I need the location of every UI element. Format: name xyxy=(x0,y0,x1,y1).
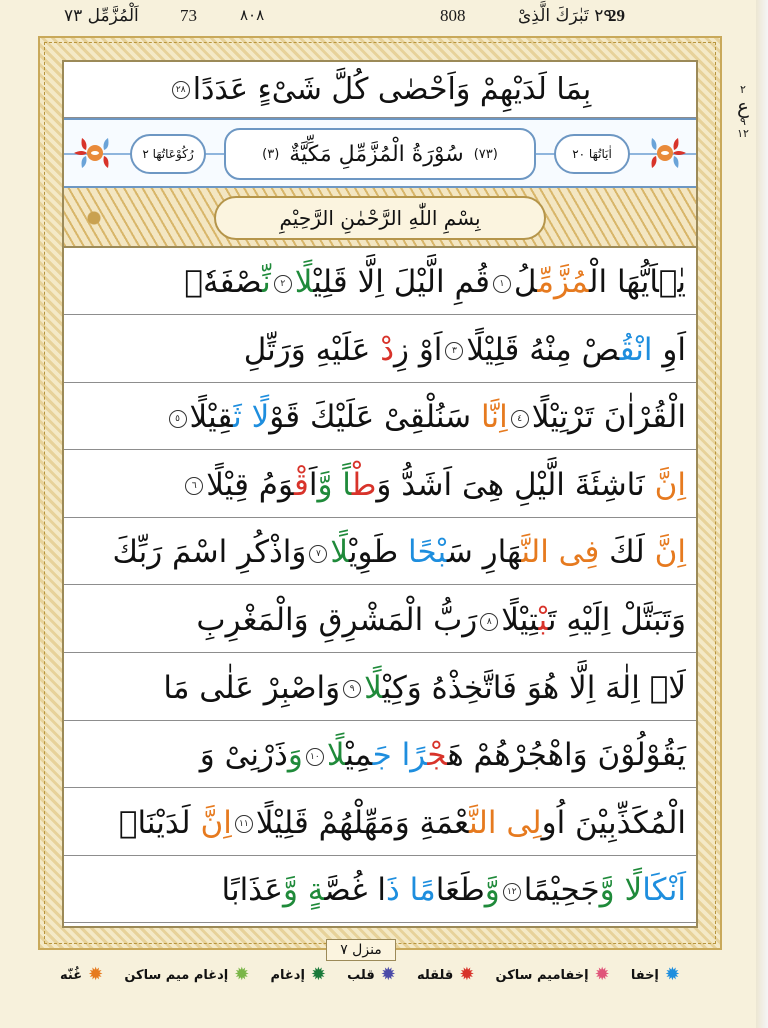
text-segment: تِيْلًا xyxy=(501,602,539,638)
tajweed-segment: لًا وَّ xyxy=(599,872,643,909)
text-segment: يَقُوْلُوْنَ وَاهْجُرْهُمْ هَ xyxy=(447,737,686,774)
text-segment: عَلَيْهِ وَرَتِّلِ xyxy=(243,331,381,368)
bismillah-band xyxy=(64,188,696,248)
header-page-number-arabic: ٨٠٨ xyxy=(240,6,265,24)
text-segment: وَتَبَتَّلْ اِلَيْهِ تَ xyxy=(547,602,686,638)
legend-item xyxy=(417,966,474,984)
text-segment: اَوْ زِ xyxy=(394,331,443,368)
legend-item xyxy=(347,966,396,984)
page-header xyxy=(0,0,768,36)
legend-label: غُنّه xyxy=(60,967,83,983)
ayah-end-marker: ٢٨ xyxy=(172,81,190,99)
ayah-end-marker: ٨ xyxy=(480,613,498,631)
tajweed-segment: لًا ثَ xyxy=(233,399,270,436)
text-segment: وَاصْبِرْ عَلٰى مَا xyxy=(163,669,341,706)
ruku-count-bottom: ١٢ xyxy=(737,127,749,141)
text-segment: عْمَةِ وَمَهِّلْهُمْ قَلِيْلًا xyxy=(255,804,470,841)
legend-label: إخفا xyxy=(630,967,659,983)
text-segment: اَوِ xyxy=(652,331,686,368)
text-segment: جَحِيْمًا xyxy=(523,872,600,909)
text-segment: لَاۤ اِلٰهَ اِلَّا هُوَ فَاتَّخِذْهُ وَكِيْ xyxy=(382,669,686,706)
legend-item xyxy=(631,966,680,984)
tajweed-segment: اِنَّا xyxy=(481,399,508,436)
text-segment: سَنُلْقِىْ عَلَيْكَ قَوْ xyxy=(269,399,482,436)
text-segment: رَبُّ الْمَشْرِقِ وَالْمَغْرِبِ xyxy=(196,602,478,638)
legend-label: إخفاميم ساكن xyxy=(495,967,589,983)
text-segment: ا غُصَّ xyxy=(324,872,386,909)
tajweed-segment: فِى النَّ xyxy=(521,534,600,571)
manzil-label: منزل ٧ xyxy=(326,939,396,961)
verse-line-text xyxy=(112,534,686,570)
verse-line xyxy=(64,588,696,653)
text-segment: طَعَا xyxy=(435,872,485,909)
ayah-end-marker: ٦ xyxy=(185,477,203,495)
verse-line xyxy=(64,250,696,315)
text-segment: قِيْلًا xyxy=(189,399,234,436)
ayah-end-marker: ١٠ xyxy=(306,748,324,766)
header-surah-name: اَلْمُزَّمِّل ٧٣ xyxy=(64,6,139,26)
verse-line-text xyxy=(163,670,686,706)
tajweed-segment: نِّ xyxy=(262,264,271,300)
tajweed-segment: قْ xyxy=(293,466,309,503)
tajweed-segment: انْقُ xyxy=(619,331,653,368)
text-segment: ذَرْنِىْ وَ xyxy=(199,737,288,774)
tajweed-segment: رًا جَ xyxy=(372,737,428,774)
surah-title: سُوْرَةُ الْمُزَّمِّلِ مَكِّيَّةٌ xyxy=(289,141,464,167)
text-segment: وَاذْكُرِ اسْمَ رَبِّكَ xyxy=(112,534,307,571)
verse-line-text xyxy=(184,264,686,300)
verse-line-text xyxy=(200,737,686,773)
text-segment: قُمِ الَّيْلَ اِلَّا قَلِيْ xyxy=(313,264,490,300)
ayah-end-marker: ١٢ xyxy=(503,883,521,901)
tajweed-segment: لِى النَّ xyxy=(469,804,542,841)
verse-line xyxy=(64,318,696,383)
ruku-margin-marker xyxy=(728,84,758,140)
previous-surah-text: بِمَا لَدَيْهِمْ وَاَحْصٰى كُلَّ شَىْءٍ عَدَدًا xyxy=(192,72,592,107)
tajweed-segment: بْحًا xyxy=(408,534,447,571)
verse-line xyxy=(64,723,696,788)
text-segment: لُ xyxy=(513,264,538,300)
ruku-count-top: ٢ xyxy=(740,83,746,96)
ayah-end-marker: ٤ xyxy=(511,410,529,428)
tajweed-segment: وَّ xyxy=(484,872,500,909)
tajweed-segment: ةٍ وَّ xyxy=(282,872,325,909)
legend-label: قلب xyxy=(347,967,375,983)
tajweed-segment: اَنْكَا xyxy=(642,872,686,909)
verse-line-text xyxy=(119,805,686,841)
previous-surah-last-line xyxy=(64,62,696,118)
ornamental-frame xyxy=(38,36,722,950)
tajweed-segment: بْ xyxy=(538,602,548,638)
verse-line xyxy=(64,656,696,721)
text-segment: نَاشِئَةَ الَّيْلِ هِىَ اَشَدُّ وَ xyxy=(376,466,655,503)
star-icon: ✹ xyxy=(380,964,396,985)
text-segment: اَ xyxy=(308,466,318,503)
surah-index: (٧٣) xyxy=(473,146,498,162)
tajweed-legend xyxy=(60,962,680,988)
verse-line xyxy=(64,520,696,585)
ayah-end-marker: ٥ xyxy=(169,410,187,428)
text-segment: هَارِ سَ xyxy=(446,534,522,571)
text-segment: لَدَيْنَاۤ xyxy=(118,804,201,841)
text-area xyxy=(62,60,698,928)
tajweed-segment: لًا xyxy=(364,669,383,706)
verse-line-text xyxy=(196,602,686,638)
ruku-symbol: ع xyxy=(737,94,749,119)
header-para-number: 29 xyxy=(608,6,625,25)
verse-line-text xyxy=(182,467,686,503)
verse-line xyxy=(64,453,696,518)
ruku-count-label: رُكُوْعَاتُهَا ٢ xyxy=(130,134,206,174)
surah-title-box xyxy=(224,128,536,180)
page-edge xyxy=(756,0,768,1028)
text-segment: يٰۤاَيُّهَا الْ xyxy=(589,264,686,300)
bismillah-text: بِسْمِ اللّٰهِ الرَّحْمٰنِ الرَّحِيْمِ xyxy=(279,206,481,230)
tajweed-segment: مًا ذَ xyxy=(385,872,436,909)
star-icon: ✹ xyxy=(459,964,475,985)
ayah-end-marker: ٣ xyxy=(445,342,463,360)
verse-line-text xyxy=(222,872,687,908)
star-icon: ✹ xyxy=(88,964,104,985)
ayah-end-marker: ٧ xyxy=(309,545,327,563)
ayah-end-marker: ٢ xyxy=(274,275,292,293)
legend-item xyxy=(270,966,326,984)
revelation-order: (٣) xyxy=(262,146,280,162)
text-segment: لَكَ xyxy=(599,534,655,571)
star-icon: ✹ xyxy=(664,964,680,985)
verse-line-text xyxy=(166,399,686,435)
legend-item xyxy=(60,966,103,984)
tajweed-segment: لًا xyxy=(326,737,346,774)
text-segment: الْمُكَذِّبِيْنَ اُو xyxy=(541,804,686,841)
text-segment: مِيْ xyxy=(345,737,373,774)
verse-line xyxy=(64,385,696,450)
legend-label: قلقله xyxy=(416,967,454,983)
header-page-number: 808 xyxy=(440,6,466,25)
ruku-count-mid: ٩ xyxy=(740,115,746,129)
legend-label: إدغام ميم ساكن xyxy=(124,967,229,983)
tajweed-segment: اِنَّ xyxy=(654,534,686,571)
star-icon: ✹ xyxy=(234,964,250,985)
text-segment: طَوِيْ xyxy=(348,534,409,571)
tajweed-segment: وَ xyxy=(287,737,303,774)
ayat-count-label: اٰيَاتُهَا ٢٠ xyxy=(554,134,630,174)
floral-ornament-icon xyxy=(72,130,118,176)
ayah-end-marker: ٩ xyxy=(343,680,361,698)
tajweed-segment: دْ xyxy=(380,331,394,368)
ayah-end-marker: ١ xyxy=(493,275,511,293)
header-surah-number: 73 xyxy=(180,6,197,25)
star-icon: ✹ xyxy=(594,964,610,985)
verse-line xyxy=(64,791,696,856)
tajweed-segment: مُزَّمِّ xyxy=(537,264,590,300)
star-icon: ✹ xyxy=(310,964,326,985)
tajweed-segment: جْ xyxy=(427,737,448,774)
legend-item xyxy=(124,966,249,984)
text-segment: وَمُ قِيْلًا xyxy=(206,466,294,503)
surah-header-band xyxy=(64,118,696,188)
header-para-name: ٢٩ تَبٰرَكَ الَّذِىْ xyxy=(518,6,613,26)
ayah-end-marker: ١١ xyxy=(235,815,253,833)
text-segment: الْقُرْاٰنَ تَرْتِيْلًا xyxy=(531,399,686,436)
tajweed-segment: لًا xyxy=(294,264,314,300)
text-segment: صْ مِنْهُ قَلِيْلًا xyxy=(466,331,620,368)
bismillah-box xyxy=(214,196,546,240)
legend-label: إدغام xyxy=(270,967,305,983)
floral-ornament-icon xyxy=(642,130,688,176)
tajweed-segment: اً وَّ xyxy=(317,466,352,503)
verse-line-text xyxy=(244,332,686,368)
legend-item xyxy=(496,966,610,984)
text-segment: صْفَهٗۤ xyxy=(184,264,263,300)
verse-line xyxy=(64,858,696,923)
tajweed-segment: اِنَّ xyxy=(200,804,232,841)
tajweed-segment: لًا xyxy=(330,534,349,571)
tajweed-segment: اِنَّ xyxy=(654,466,686,503)
tajweed-segment: طْ xyxy=(351,466,377,503)
text-segment: عَذَابًا xyxy=(221,872,283,909)
